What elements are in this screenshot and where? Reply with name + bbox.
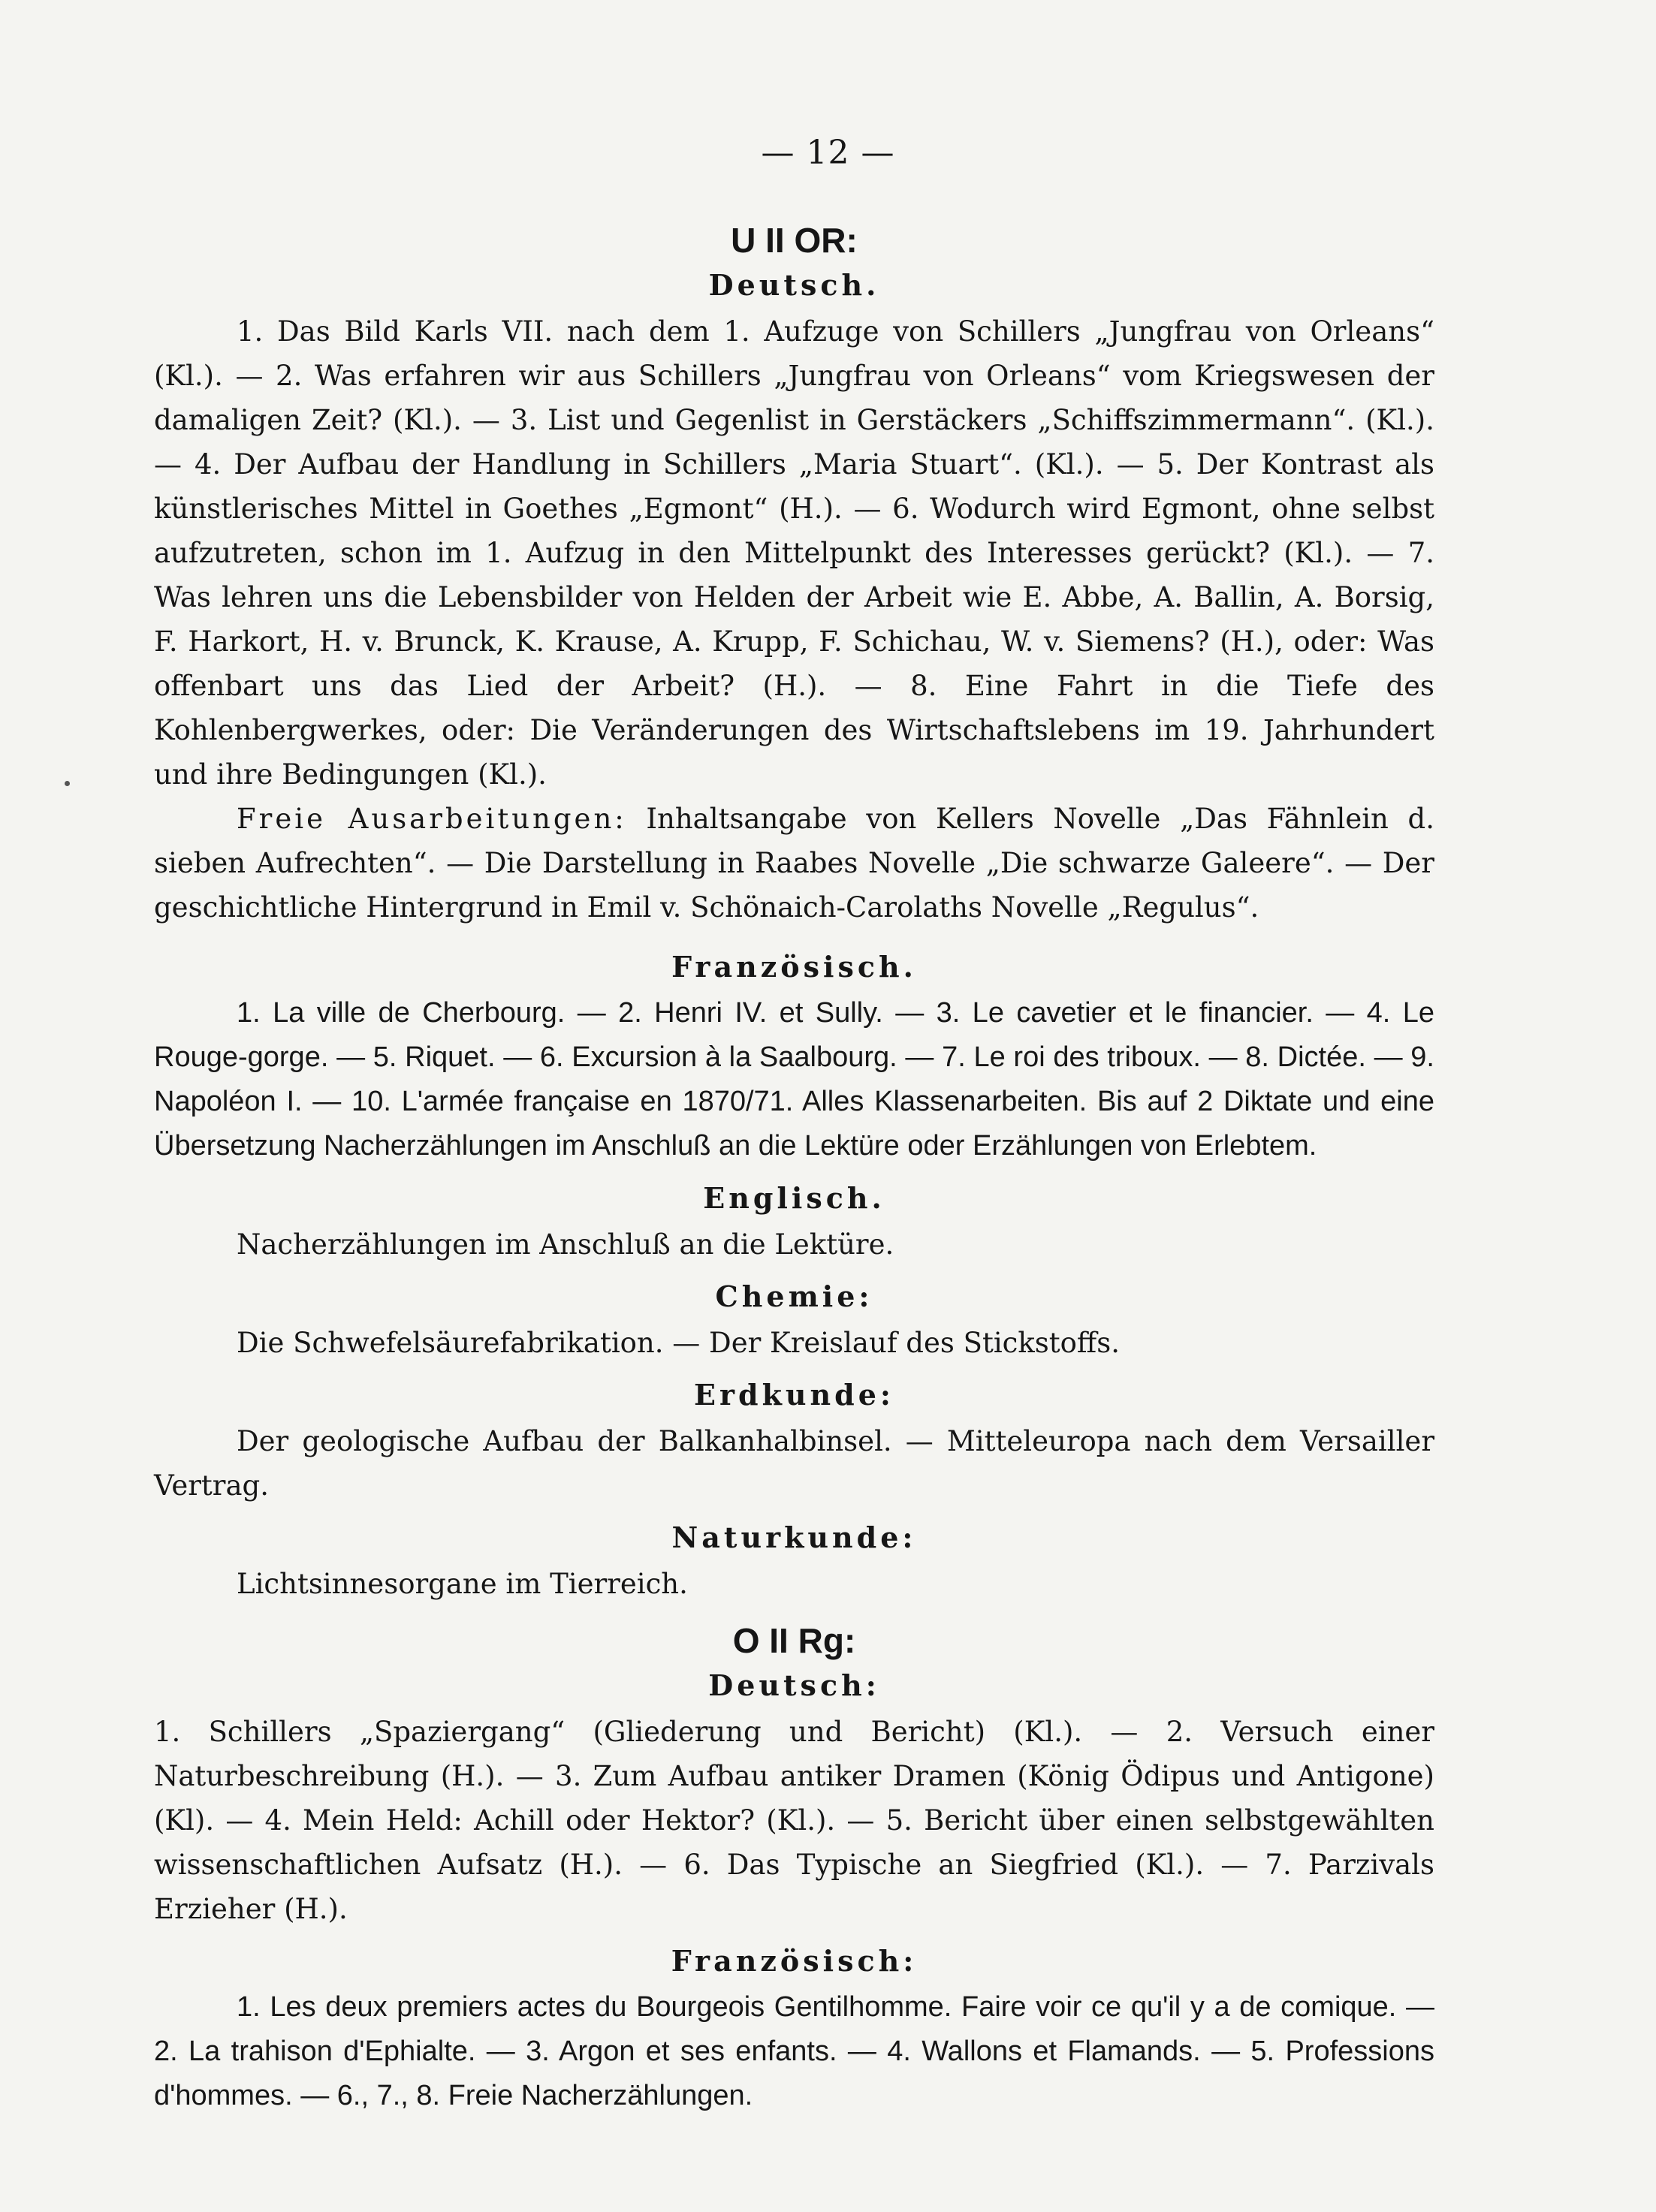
class-heading-o2rg: O II Rg: [732, 1621, 856, 1660]
subject-heading-deutsch: Deutsch. [708, 268, 880, 302]
class-heading-u2or: U II OR: [731, 221, 858, 260]
franzoesisch-o2rg-topics: 1. Les deux premiers actes du Bourgeois Gentilhomme. Faire voir ce qu'il y a de comique. — 2. La trahison d'Ephialte. — 3. Argon et ses enfants. — 4. Wallons et Flamands. — 5. Professions d'hommes. — 6., 7., 8. Freie Nacherzählungen. [154, 1991, 1434, 2111]
deutsch-free-work [154, 797, 1434, 930]
subject-heading-deutsch-o2rg: Deutsch: [708, 1668, 880, 1702]
page-body [154, 219, 1434, 2118]
subject-heading-chemie: Chemie: [715, 1279, 873, 1313]
deutsch-topics: 1. Das Bild Karls VII. nach dem 1. Aufzuge von Schillers „Jungfrau von Orleans“ (Kl.). — 2. Was erfahren wir aus Schillers „Jungfrau von Orleans“ vom Kriegswesen der damaligen Zeit? (Kl.). — 3. List und Gegenlist in Gerstäckers „Schiffszimmermann“. (Kl.). — 4. Der Aufbau der Handlung in Schillers „Maria Stuart“. (Kl.). — 5. Der Kontrast als künstlerisches Mittel in Goethes „Egmont“ (H.). — 6. Wodurch wird Egmont, ohne selbst aufzutreten, schon im 1. Aufzug in den Mittelpunkt des Interesses gerückt? (Kl.). — 7. Was lehren uns die Lebensbilder von Helden der Arbeit wie E. Abbe, A. Ballin, A. Borsig, F. Harkort, H. v. Brunck, K. Krause, A. Krupp, F. Schichau, W. v. Siemens? (H.), oder: Was offenbart uns das Lied der Arbeit? (H.). — 8. Eine Fahrt in die Tiefe des Kohlenbergwerkes, oder: Die Veränderungen des Wirtschaftslebens im 19. Jahrhundert und ihre Bedingungen (Kl.). [154, 315, 1434, 791]
subject-heading-naturkunde: Naturkunde: [671, 1520, 917, 1554]
subject-heading-englisch: Englisch. [703, 1181, 885, 1215]
stray-mark [65, 781, 70, 786]
subject-heading-franzoesisch: Französisch. [671, 950, 917, 984]
chemie-topics: Die Schwefelsäurefabrikation. — Der Kreislauf des Stickstoffs. [237, 1327, 1120, 1359]
erdkunde-topics: Der geologische Aufbau der Balkanhalbinsel. — Mitteleuropa nach dem Versailler Vertrag. [154, 1425, 1434, 1502]
free-work-label: Freie Ausarbeitungen: [237, 803, 627, 835]
englisch-topics: Nacherzählungen im Anschluß an die Lektüre. [237, 1228, 894, 1261]
naturkunde-topics: Lichtsinnesorgane im Tierreich. [237, 1568, 688, 1600]
deutsch-o2rg-topics: 1. Schillers „Spaziergang“ (Gliederung und Bericht) (Kl.). — 2. Versuch einer Naturbeschreibung (H.). — 3. Zum Aufbau antiker Dramen (König Ödipus und Antigone) (Kl). — 4. Mein Held: Achill oder Hektor? (Kl.). — 5. Bericht über einen selbstgewählten wissenschaftlichen Aufsatz (H.). — 6. Das Typische an Siegfried (Kl.). — 7. Parzivals Erzieher (H.). [154, 1716, 1434, 1925]
subject-heading-franzoesisch-o2rg: Französisch: [671, 1944, 918, 1978]
subject-heading-erdkunde: Erdkunde: [694, 1378, 894, 1412]
franzoesisch-topics: 1. La ville de Cherbourg. — 2. Henri IV. et Sully. — 3. Le cavetier et le financier. — 4. Le Rouge-gorge. — 5. Riquet. — 6. Excursion à la Saalbourg. — 7. Le roi des triboux. — 8. Dictée. — 9. Napoléon I. — 10. L'armée française en 1870/71. Alles Klassenarbeiten. Bis auf 2 Diktate und eine Übersetzung Nacherzählungen im Anschluß an die Lektüre oder Erzählungen von Erlebtem. [154, 997, 1434, 1162]
page-number: — 12 — [761, 134, 895, 172]
free-work-text: Inhaltsangabe von Kellers Novelle „Das Fähnlein d. sieben Aufrechten“. — Die Darstellung in Raabes Novelle „Die schwarze Galeere“. — Der geschichtliche Hintergrund in Emil v. Schönaich-Carolaths Novelle „Regulus“. [154, 803, 1434, 924]
